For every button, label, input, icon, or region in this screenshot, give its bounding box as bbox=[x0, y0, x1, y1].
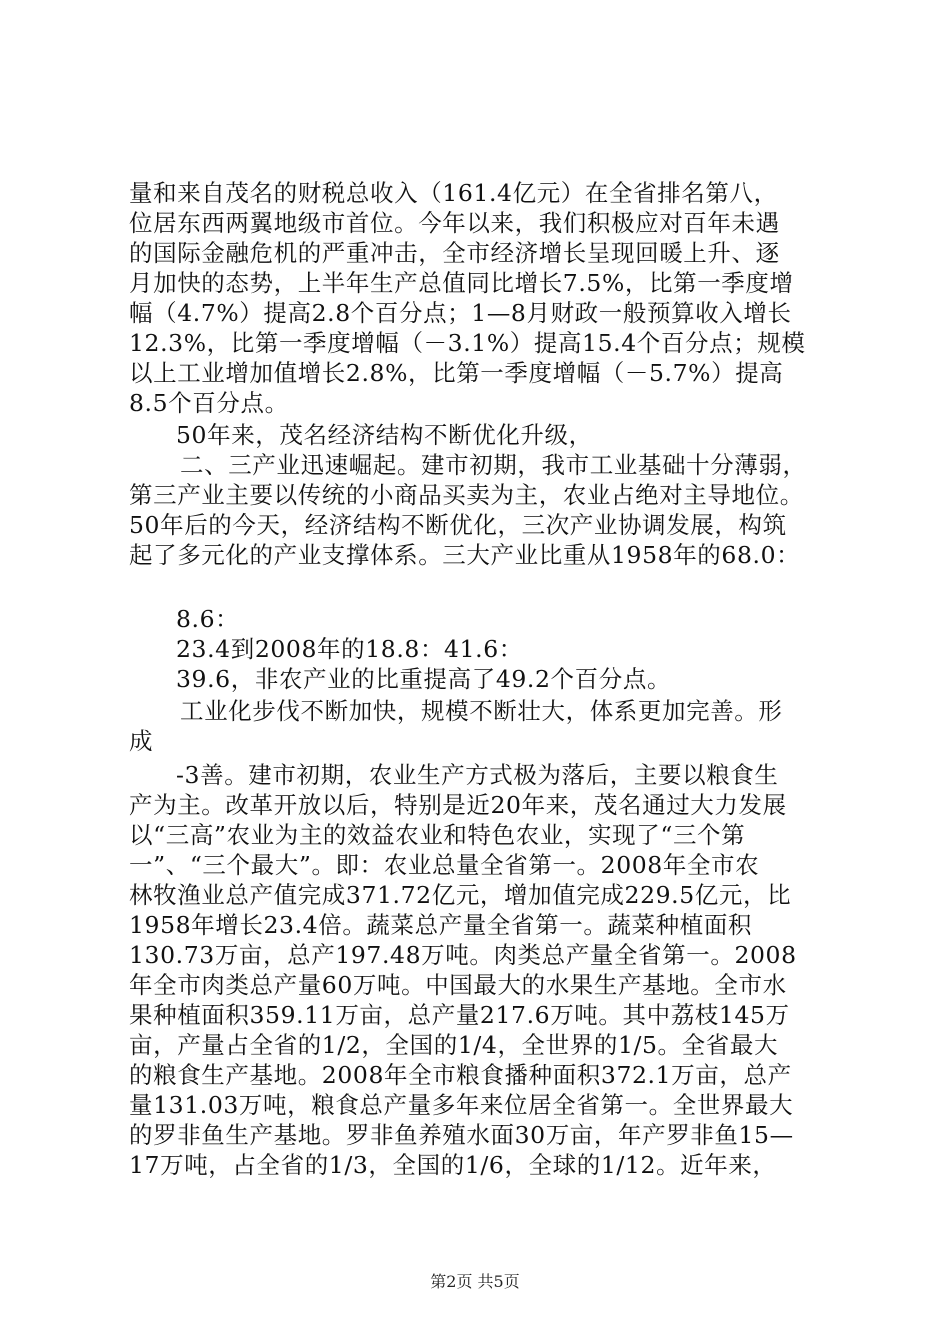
text-line: 的罗非鱼生产基地。罗非鱼养殖水面30万亩，年产罗非鱼15— bbox=[129, 1121, 794, 1149]
text-line: 1958年增长23.4倍。蔬菜总产量全省第一。蔬菜种植面积 bbox=[129, 911, 753, 939]
text-line: 产为主。改革开放以后，特别是近20年来，茂名通过大力发展 bbox=[129, 791, 787, 819]
text-line: -3善。建市初期，农业生产方式极为落后，主要以粮食生 bbox=[176, 761, 779, 789]
text-line: 量和来自茂名的财税总收入（161.4亿元）在全省排名第八， bbox=[129, 179, 778, 207]
text-line: 以“三高”农业为主的效益农业和特色农业，实现了“三个第 bbox=[129, 821, 746, 849]
text-line: 位居东西两翼地级市首位。今年以来，我们积极应对百年未遇 bbox=[129, 209, 780, 237]
text-line: 的粮食生产基地。2008年全市粮食播种面积372.1万亩，总产 bbox=[129, 1061, 792, 1089]
text-line: 起了多元化的产业支撑体系。三大产业比重从1958年的68.0： bbox=[129, 541, 801, 569]
text-line: 50年后的今天，经济结构不断优化，三次产业协调发展，构筑 bbox=[129, 511, 787, 539]
text-line: 50年来，茂名经济结构不断优化升级， bbox=[176, 421, 593, 449]
text-line: 以上工业增加值增长2.8%，比第一季度增幅（－5.7%）提高 bbox=[129, 359, 784, 387]
text-line: 12.3%，比第一季度增幅（－3.1%）提高15.4个百分点；规模 bbox=[129, 329, 806, 357]
text-line: 23.4到2008年的18.8：41.6： bbox=[176, 635, 523, 663]
text-line: 39.6，非农产业的比重提高了49.2个百分点。 bbox=[176, 665, 672, 693]
text-line: 8.5个百分点。 bbox=[129, 389, 289, 417]
text-line: 量131.03万吨，粮食总产量多年来位居全省第一。全世界最大 bbox=[129, 1091, 794, 1119]
text-line: 亩，产量占全省的1/2，全国的1/4，全世界的1/5。全省最大 bbox=[129, 1031, 779, 1059]
text-line: 一”、“三个最大”。即：农业总量全省第一。2008年全市农 bbox=[129, 851, 760, 879]
page-number-footer: 第2页 共5页 bbox=[430, 1272, 520, 1291]
text-line: 的国际金融危机的严重冲击，全市经济增长呈现回暖上升、逐 bbox=[129, 239, 780, 267]
text-line: 果种植面积359.11万亩，总产量217.6万吨。其中荔枝145万 bbox=[129, 1001, 790, 1029]
text-line: 第三产业主要以传统的小商品买卖为主，农业占绝对主导地位。 bbox=[129, 481, 804, 509]
text-line: 17万吨，占全省的1/3，全国的1/6，全球的1/12。近年来， bbox=[129, 1151, 777, 1179]
text-line: 130.73万亩，总产197.48万吨。肉类总产量全省第一。2008 bbox=[129, 941, 797, 969]
text-line: 工业化步伐不断加快，规模不断壮大，体系更加完善。形 bbox=[180, 697, 783, 725]
text-line: 8.6： bbox=[176, 605, 240, 633]
text-line: 年全市肉类总产量60万吨。中国最大的水果生产基地。全市水 bbox=[129, 971, 787, 999]
text-line: 林牧渔业总产值完成371.72亿元，增加值完成229.5亿元，比 bbox=[129, 881, 792, 909]
text-line: 月加快的态势，上半年生产总值同比增长7.5%，比第一季度增 bbox=[129, 269, 794, 297]
text-line: 二、三产业迅速崛起。建市初期，我市工业基础十分薄弱， bbox=[180, 451, 807, 479]
text-line: 幅（4.7%）提高2.8个百分点；1—8月财政一般预算收入增长 bbox=[129, 299, 792, 327]
text-line: 成 bbox=[129, 727, 154, 755]
